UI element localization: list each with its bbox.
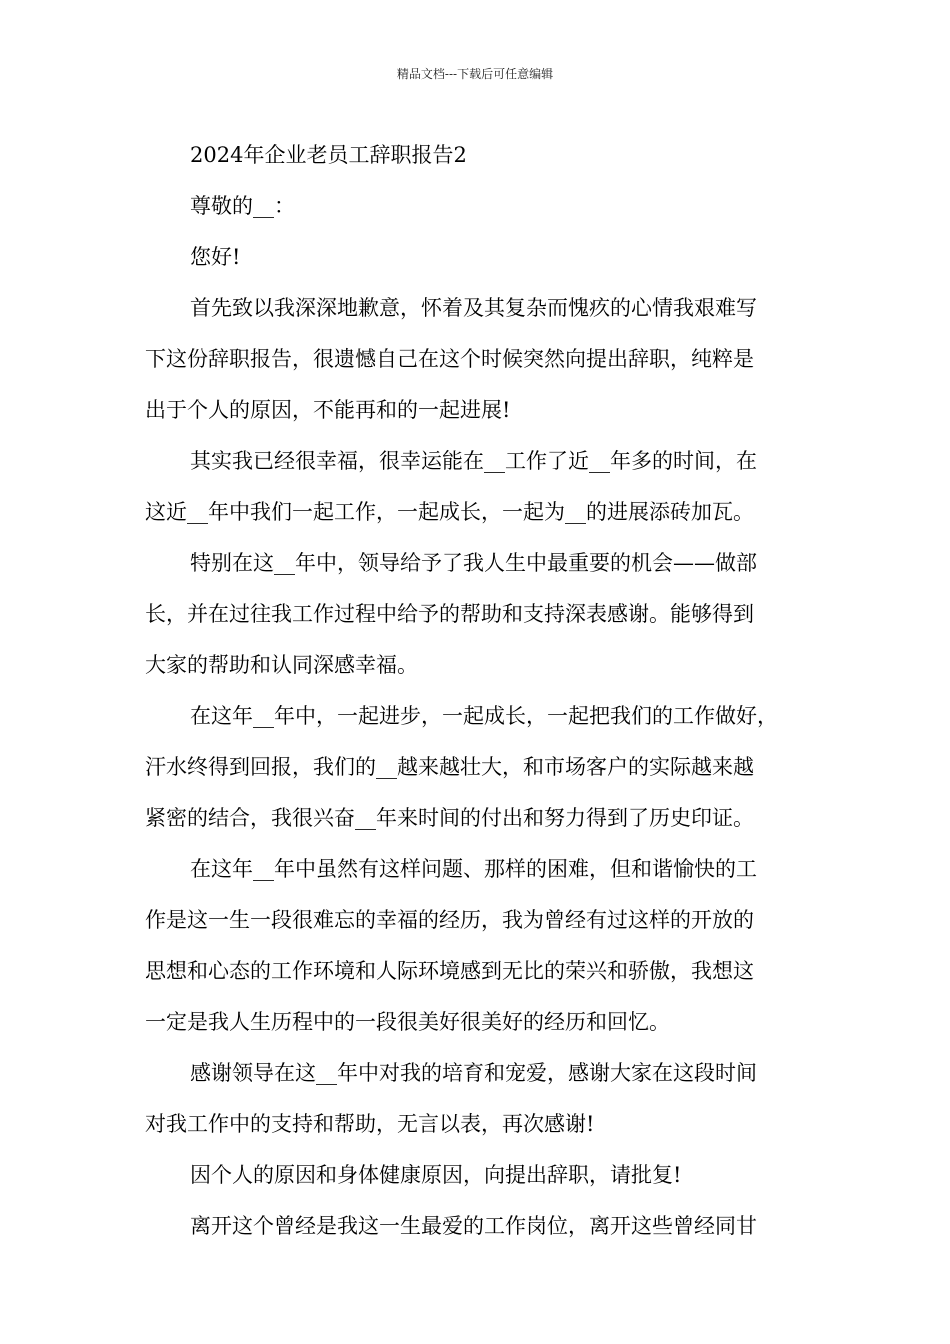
paragraph-experience xyxy=(145,844,810,1048)
paragraph-line: 大家的帮助和认同深感幸福。 xyxy=(145,653,418,677)
paragraph-line: 思想和心态的工作环境和人际环境感到无比的荣兴和骄傲，我想这 xyxy=(145,959,754,983)
paragraph-line: 下这份辞职报告，很遗憾自己在这个时候突然向提出辞职，纯粹是 xyxy=(145,347,754,371)
paragraph-line: 一定是我人生历程中的一段很美好很美好的经历和回忆。 xyxy=(145,1010,670,1034)
paragraph-gratitude xyxy=(145,436,810,538)
paragraph-line: 对我工作中的支持和帮助，无言以表，再次感谢! xyxy=(145,1112,595,1136)
paragraph-request xyxy=(145,1150,810,1201)
salutation: 尊敬的__： xyxy=(190,194,295,218)
paragraph-farewell xyxy=(145,1201,810,1252)
paragraph-line: 出于个人的原因，不能再和的一起进展! xyxy=(145,398,511,422)
paragraph-apology xyxy=(145,283,810,436)
paragraph-line: 紧密的结合，我很兴奋__年来时间的付出和努力得到了历史印证。 xyxy=(145,806,754,830)
paragraph-line: 长，并在过往我工作过程中给予的帮助和支持深表感谢。能够得到 xyxy=(145,602,754,626)
paragraph-line: 特别在这__年中，领导给予了我人生中最重要的机会——做部 xyxy=(190,551,757,575)
paragraph-line: 作是这一生一段很难忘的幸福的经历，我为曾经有过这样的开放的 xyxy=(145,908,754,932)
document-body xyxy=(145,130,810,1252)
paragraph-line: 汗水终得到回报，我们的__越来越壮大，和市场客户的实际越来越 xyxy=(145,755,754,779)
paragraph-opportunity xyxy=(145,538,810,691)
paragraph-line: 在这年__年中，一起进步，一起成长，一起把我们的工作做好， xyxy=(190,704,778,728)
paragraph-line: 首先致以我深深地歉意，怀着及其复杂而愧疚的心情我艰难写 xyxy=(190,296,757,320)
page-header: 精品文档---下载后可任意编辑 xyxy=(396,67,554,81)
paragraph-line: 离开这个曾经是我这一生最爱的工作岗位，离开这些曾经同甘 xyxy=(190,1214,757,1238)
document-title: 2024年企业老员工辞职报告2 xyxy=(190,143,467,167)
paragraph-line: 其实我已经很幸福，很幸运能在__工作了近__年多的时间，在 xyxy=(190,449,757,473)
paragraph-line: 这近__年中我们一起工作，一起成长，一起为__的进展添砖加瓦。 xyxy=(145,500,754,524)
greeting: 您好! xyxy=(190,245,241,269)
paragraph-line: 因个人的原因和身体健康原因，向提出辞职，请批复! xyxy=(190,1163,682,1187)
paragraph-line: 在这年__年中虽然有这样问题、那样的困难，但和谐愉快的工 xyxy=(190,857,757,881)
paragraph-line: 感谢领导在这__年中对我的培育和宠爱，感谢大家在这段时间 xyxy=(190,1061,757,1085)
paragraph-progress xyxy=(145,691,810,844)
paragraph-thanks xyxy=(145,1048,810,1150)
